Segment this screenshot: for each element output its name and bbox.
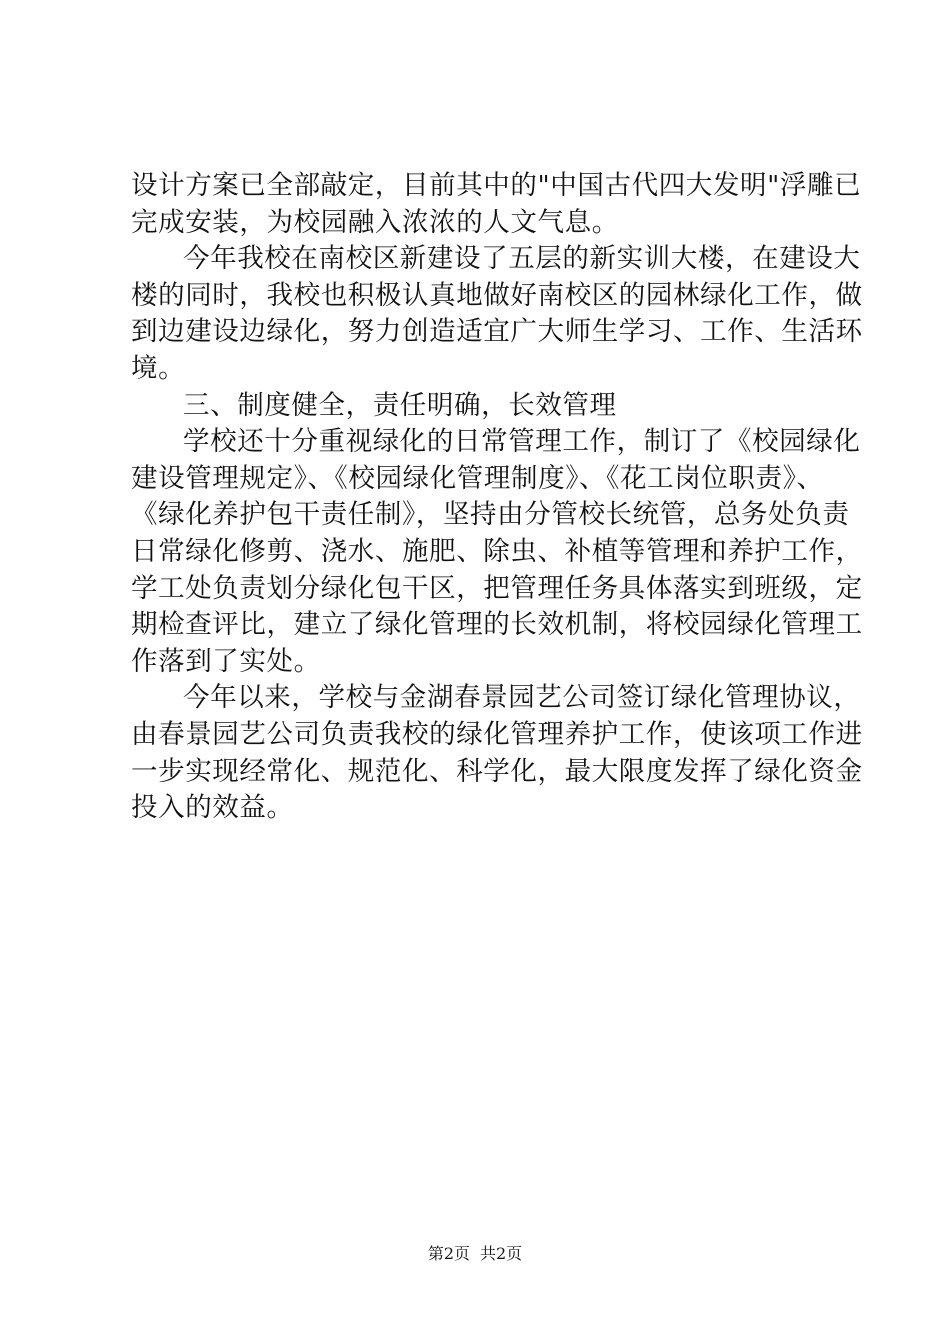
page-footer: [0, 1244, 950, 1264]
text-line: 学工处负责划分绿化包干区，把管理任务具体落实到班级，定: [131, 572, 863, 604]
page-number: 第2页: [427, 1244, 470, 1263]
text-line: 《绿化养护包干责任制》，坚持由分管校长统管，总务处负责: [131, 499, 850, 531]
text-line: 建设管理规定》、《校园绿化管理制度》、《花工岗位职责》、: [131, 462, 824, 494]
paragraph-start-line: 今年以来，学校与金湖春景园艺公司签订绿化管理协议，: [183, 682, 861, 714]
text-line: 由春景园艺公司负责我校的绿化管理养护工作，使该项工作进: [131, 718, 863, 750]
text-line: 完成安装，为校园融入浓浓的人文气息。: [131, 206, 619, 238]
text-line: 境。: [131, 352, 186, 384]
section-heading: 三、制度健全，责任明确，长效管理: [183, 389, 617, 421]
text-line: 投入的效益。: [131, 792, 294, 824]
document-body: [131, 168, 863, 827]
page-total: 共2页: [480, 1244, 523, 1263]
text-line: 期检查评比，建立了绿化管理的长效机制，将校园绿化管理工: [131, 609, 863, 641]
paragraph-start-line: 今年我校在南校区新建设了五层的新实训大楼，在建设大: [183, 243, 861, 275]
text-line: 日常绿化修剪、浇水、施肥、除虫、补植等管理和养护工作，: [131, 535, 863, 567]
text-line: 楼的同时，我校也积极认真地做好南校区的园林绿化工作，做: [131, 279, 863, 311]
paragraph-start-line: 学校还十分重视绿化的日常管理工作，制订了《校园绿化: [183, 426, 861, 458]
text-line: 一步实现经常化、规范化、科学化，最大限度发挥了绿化资金: [131, 755, 863, 787]
text-line: 到边建设边绿化，努力创造适宜广大师生学习、工作、生活环: [131, 316, 863, 348]
text-line: 设计方案已全部敲定，目前其中的"中国古代四大发明"浮雕已: [131, 170, 862, 201]
text-line: 作落到了实处。: [131, 645, 321, 677]
